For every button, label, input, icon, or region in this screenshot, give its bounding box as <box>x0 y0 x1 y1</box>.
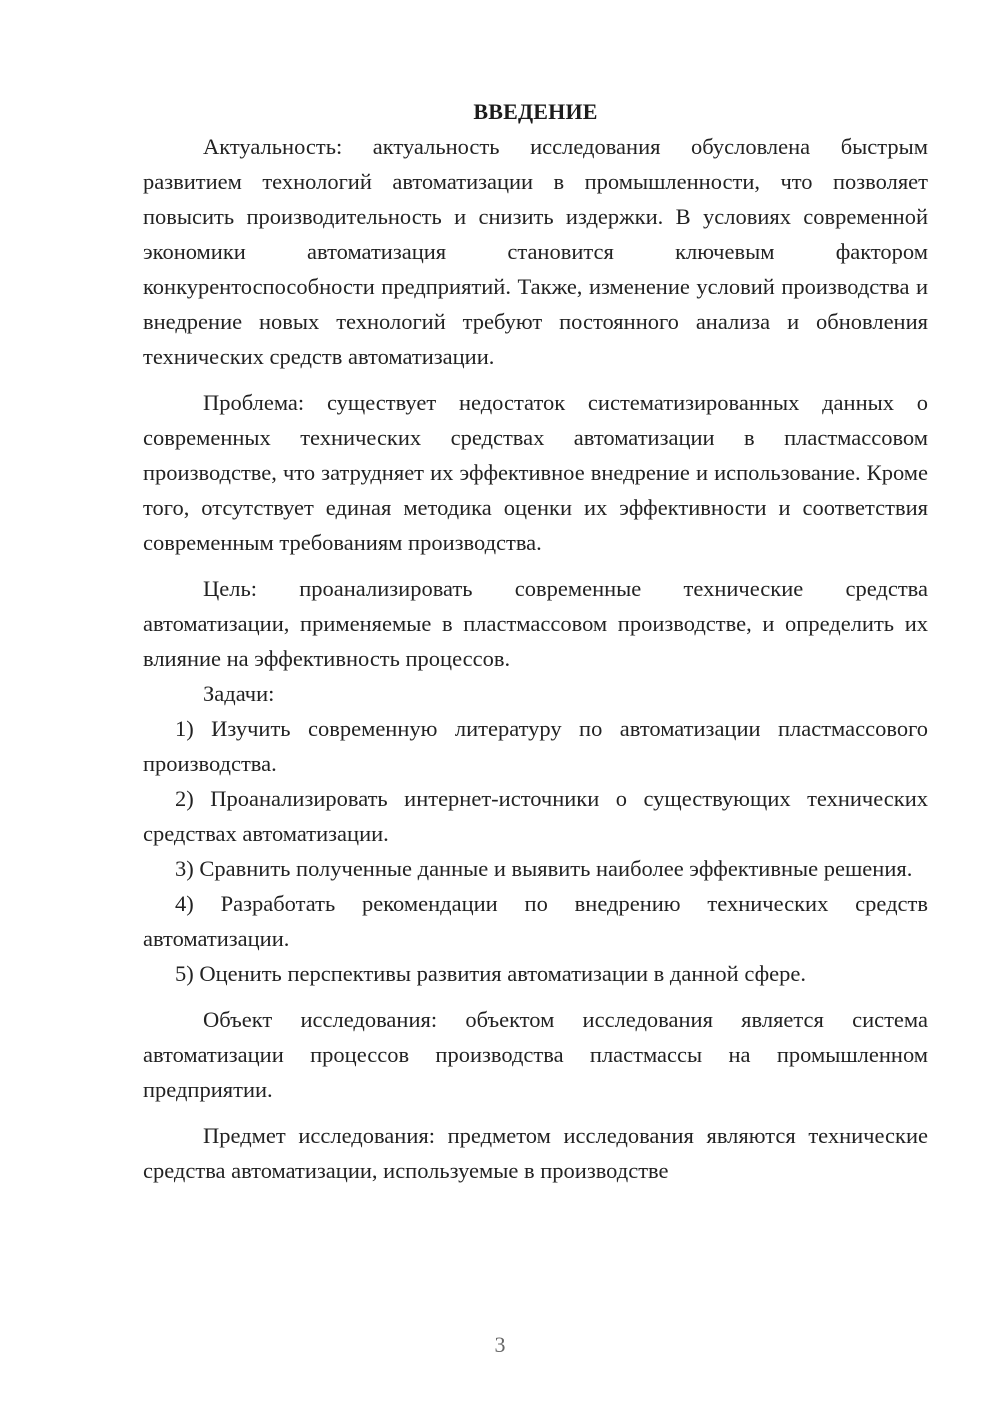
object-paragraph: Объект исследования: объектом исследования является система автоматизации процессов производства пластмассы на промышленном предприятии. <box>143 1007 928 1102</box>
goal-paragraph: Цель: проанализировать современные технические средства автоматизации, применяемые в пластмассовом производстве, и определить их влияние на эффективность процессов. <box>143 576 928 671</box>
page-number: 3 <box>494 1332 506 1357</box>
page-title: ВВЕДЕНИЕ <box>473 99 598 124</box>
tasks-heading: Задачи: <box>203 681 275 706</box>
task-item: 5) Оценить перспективы развития автоматизации в данной сфере. <box>175 961 807 986</box>
task-item: 1) Изучить современную литературу по автоматизации пластмассового производства. <box>143 716 928 776</box>
document-content <box>143 94 928 1188</box>
task-item: 3) Сравнить полученные данные и выявить наиболее эффективные решения. <box>175 856 913 881</box>
problem-paragraph: Проблема: существует недостаток систематизированных данных о современных технических средствах автоматизации в пластмассовом производстве, что затрудняет их эффективное внедрение и использование. Кроме того, отсутствует единая методика оценки их эффективности и соответствия современным требованиям производства. <box>143 390 928 555</box>
relevance-paragraph: Актуальность: актуальность исследования обусловлена быстрым развитием технологий автоматизации в промышленности, что позволяет повысить производительность и снизить издержки. В условиях современной экономики автоматизация становится ключевым фактором конкурентоспособности предприятий. Также, изменение условий производства и внедрение новых технологий требуют постоянного анализа и обновления технических средств автоматизации. <box>143 134 928 369</box>
subject-paragraph: Предмет исследования: предметом исследования являются технические средства автоматизации, используемые в производстве <box>143 1123 928 1183</box>
task-item: 4) Разработать рекомендации по внедрению технических средств автоматизации. <box>143 891 928 951</box>
task-item: 2) Проанализировать интернет-источники о существующих технических средствах автоматизации. <box>143 786 928 846</box>
